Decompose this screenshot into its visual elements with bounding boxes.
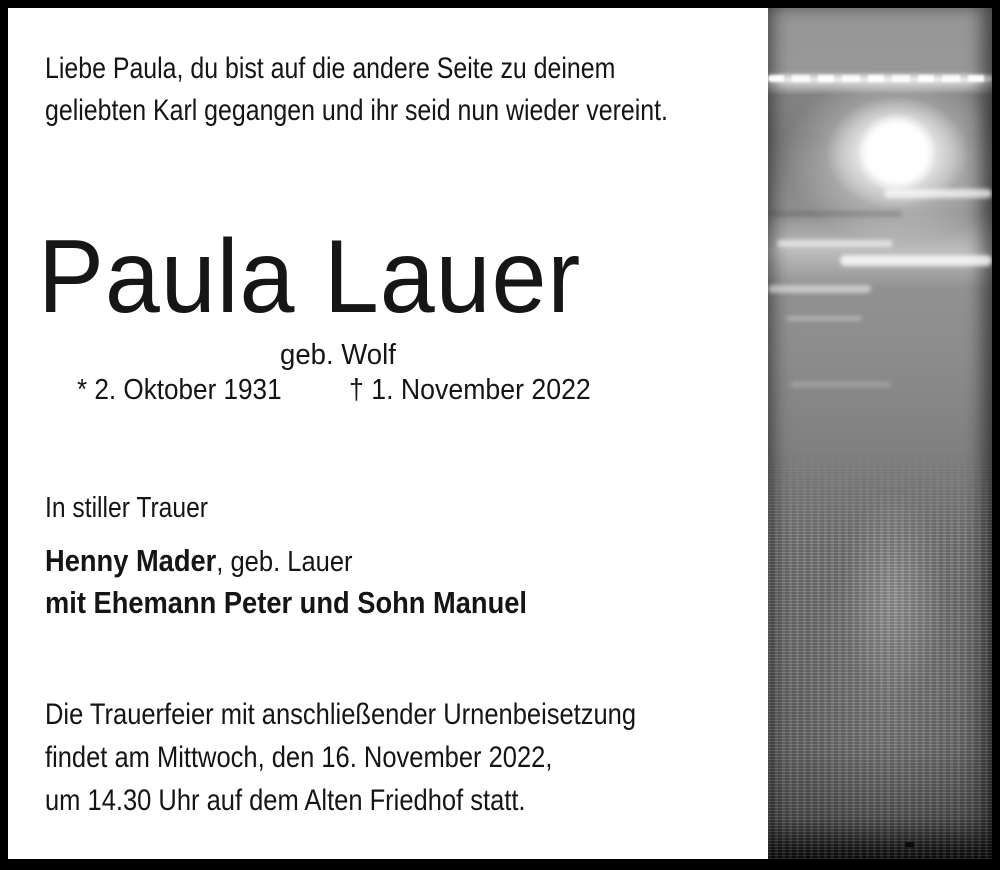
ceremony-line-2: findet am Mittwoch, den 16. November 2022, [45,741,553,774]
sea-texture [768,451,992,859]
cloud-streak [768,285,871,293]
cloud-streak [884,189,992,198]
intro-line-1: Liebe Paula, du bist auf die andere Seite zu deinem [45,52,616,85]
death-date: † 1. November 2022 [349,374,591,406]
cloud-streak [790,382,891,387]
chief-mourner-name: Henny Mader [45,543,217,578]
sunset-sea-photo [768,8,992,859]
ceremony-line-3: um 14.30 Uhr auf dem Alten Friedhof statt. [45,784,526,817]
cloud-ridge [768,75,992,82]
mourning-heading: In stiller Trauer [45,492,209,524]
chief-mourner-line [45,545,353,577]
maiden-name: geb. Wolf [280,339,396,371]
intro-line-2: geliebten Karl gegangen und ihr seid nun wieder vereint. [45,94,668,127]
cloud-streak [777,240,893,247]
birth-date: * 2. Oktober 1931 [77,374,282,406]
ceremony-text [45,693,636,822]
intro-text [45,48,668,132]
boat-silhouette [905,842,914,847]
deceased-name: Paula Lauer [38,219,582,335]
ceremony-line-1: Die Trauerfeier mit anschließender Urnenbeisetzung [45,698,637,731]
family-line: mit Ehemann Peter und Sohn Manuel [45,585,528,620]
dark-cloud-wisp [768,211,902,217]
cloud-streak [840,255,992,266]
cloud-streak [786,316,862,321]
chief-mourner-suffix: , geb. Lauer [216,546,353,578]
